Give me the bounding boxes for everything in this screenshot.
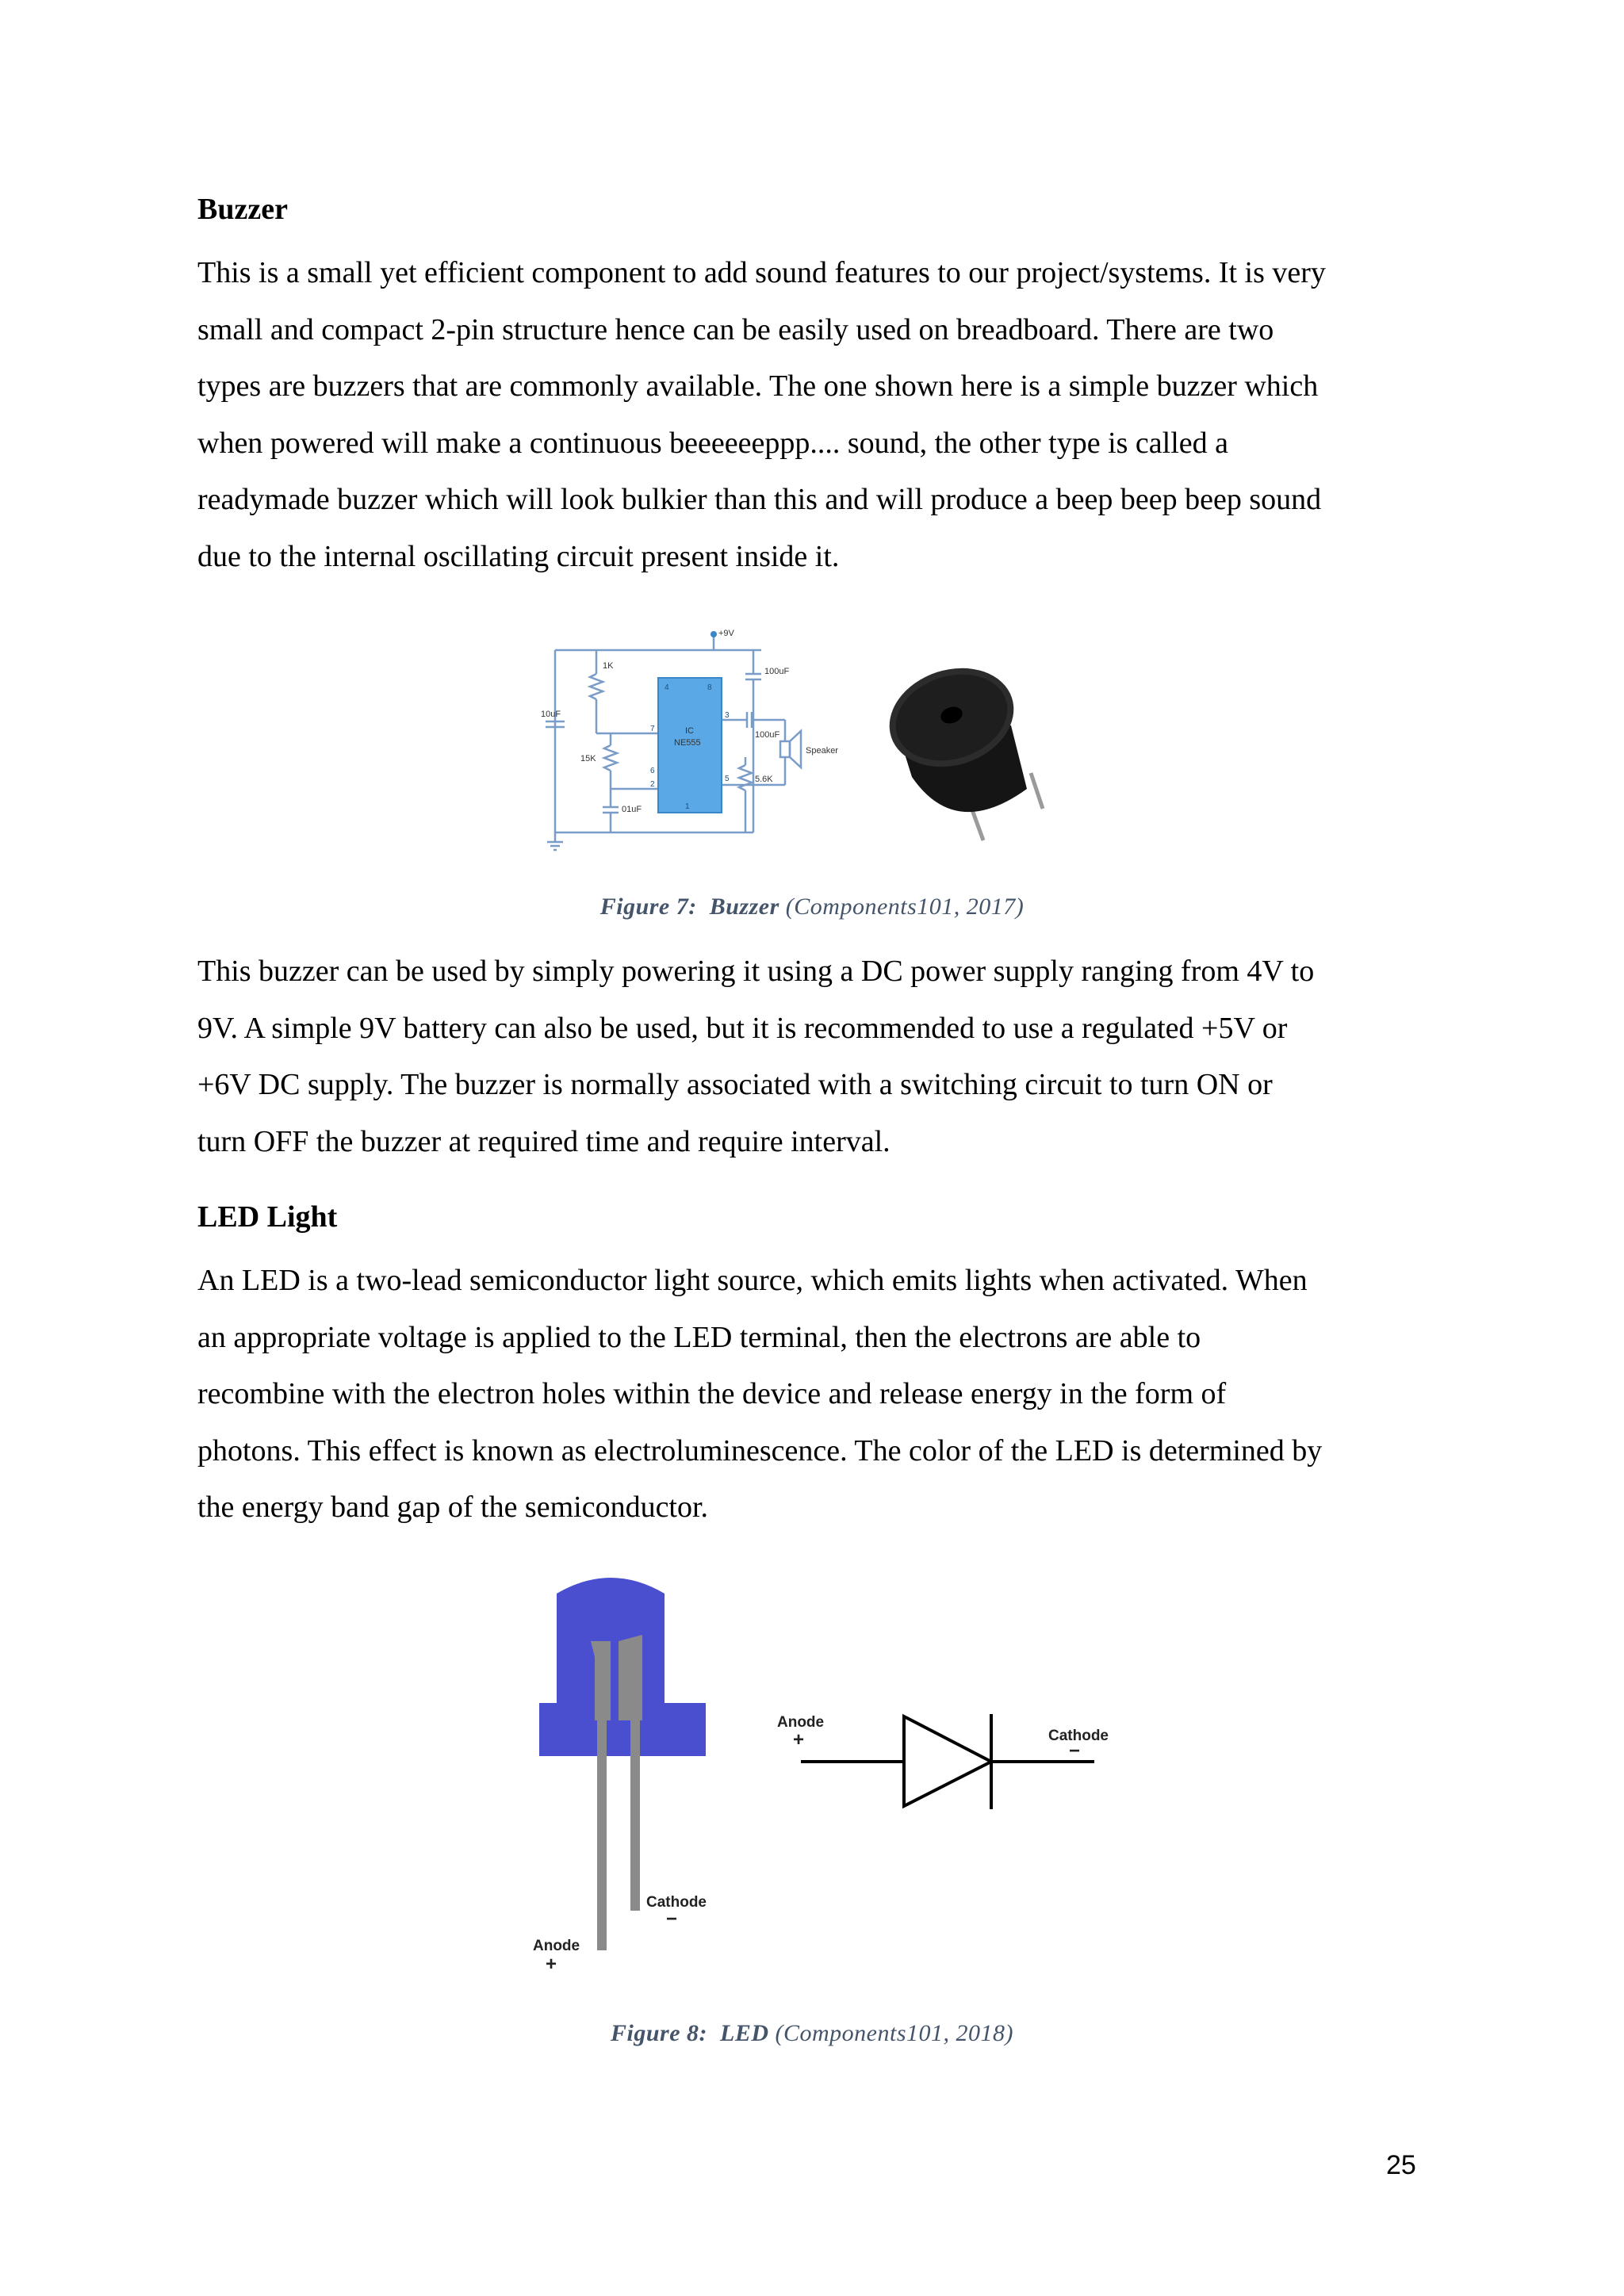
- c3-label: 100uF: [755, 730, 780, 740]
- text-line: This buzzer can be used by simply powering it using a DC power supply ranging from 4V to: [197, 955, 1315, 988]
- buzzer-usage-paragraph: [197, 943, 1434, 1170]
- speaker-label: Speaker: [806, 746, 838, 756]
- figure-title: LED: [720, 2020, 769, 2046]
- r2-label: 15K: [580, 754, 596, 763]
- pin-label: 7: [650, 725, 655, 733]
- page-number: 25: [1386, 2150, 1416, 2180]
- ic-part-label: NE555: [674, 738, 701, 748]
- pin-label: 8: [707, 683, 712, 692]
- text-line: an appropriate voltage is applied to the LED terminal, then the electrons are able to: [197, 1320, 1201, 1354]
- led-heading: LED Light: [197, 1200, 338, 1234]
- ic-label: IC: [685, 726, 694, 736]
- r1-label: 1K: [603, 661, 614, 671]
- buzzer-circuit-diagram: [539, 618, 872, 856]
- text-line: photons. This effect is known as electroluminescence. The color of the LED is determined by: [197, 1433, 1323, 1468]
- buzzer-heading: Buzzer: [197, 193, 288, 226]
- supply-label: +9V: [718, 629, 734, 638]
- text-line: due to the internal oscillating circuit present inside it.: [197, 539, 840, 573]
- led-cathode-post: [619, 1635, 642, 1720]
- text-line: small and compact 2-pin structure hence can be easily used on breadboard. There are two: [197, 312, 1274, 346]
- text-line: types are buzzers that are commonly available. The one shown here is a simple buzzer which: [197, 369, 1319, 403]
- figure-7-caption: [0, 894, 1624, 920]
- text-line: This is a small yet efficient component to add sound features to our project/systems. It is very: [197, 256, 1326, 289]
- anode-sign: +: [546, 1954, 557, 1975]
- c1-label: 100uF: [764, 667, 790, 676]
- r3-label: 5.6K: [755, 775, 773, 784]
- led-diagram: [523, 1570, 1142, 1982]
- text-line: turn OFF the buzzer at required time and require interval.: [197, 1124, 891, 1158]
- text-line: +6V DC supply. The buzzer is normally associated with a switching circuit to turn ON or: [197, 1068, 1273, 1101]
- buzzer-paragraph: [197, 245, 1434, 585]
- cathode-lead: [630, 1720, 640, 1911]
- text-line: when powered will make a continuous beeeeeeppp.... sound, the other type is called a: [197, 426, 1229, 460]
- cathode-sign: −: [666, 1908, 678, 1930]
- c2-label: 10uF: [541, 710, 561, 719]
- pin-label: 1: [685, 802, 690, 811]
- figure-citation: (Components101, 2018): [775, 2020, 1013, 2046]
- figure-title: Buzzer: [709, 894, 779, 920]
- text-line: recombine with the electron holes within the device and release energy in the form of: [197, 1377, 1227, 1410]
- symbol-anode-sign: +: [793, 1729, 805, 1751]
- pin-label: 2: [650, 780, 655, 789]
- figure-8-caption: [0, 2020, 1624, 2047]
- pin-label: 5: [725, 775, 730, 783]
- text-line: 9V. A simple 9V battery can also be used, but it is recommended to use a regulated +5V or: [197, 1011, 1288, 1045]
- text-line: readymade buzzer which will look bulkier than this and will produce a beep beep beep sound: [197, 483, 1322, 516]
- symbol-cathode-sign: −: [1069, 1740, 1081, 1762]
- symbol-cathode-label: Cathode: [1048, 1728, 1109, 1744]
- anode-label: Anode: [533, 1938, 580, 1954]
- buzzer-photo: [880, 658, 1071, 848]
- figure-label: Figure 7:: [599, 894, 697, 920]
- pin-label: 6: [650, 767, 655, 775]
- pin-label: 4: [665, 683, 669, 692]
- c4-label: 01uF: [622, 805, 642, 814]
- figure-citation: (Components101, 2017): [785, 894, 1025, 920]
- symbol-anode-label: Anode: [777, 1714, 825, 1731]
- text-line: An LED is a two-lead semiconductor light source, which emits lights when activated. When: [197, 1264, 1308, 1297]
- anode-lead: [597, 1720, 607, 1950]
- figure-label: Figure 8:: [611, 2020, 708, 2046]
- text-line: the energy band gap of the semiconductor.: [197, 1490, 709, 1524]
- cathode-label: Cathode: [646, 1894, 707, 1911]
- pin-label: 3: [725, 711, 730, 720]
- led-paragraph: [197, 1253, 1434, 1536]
